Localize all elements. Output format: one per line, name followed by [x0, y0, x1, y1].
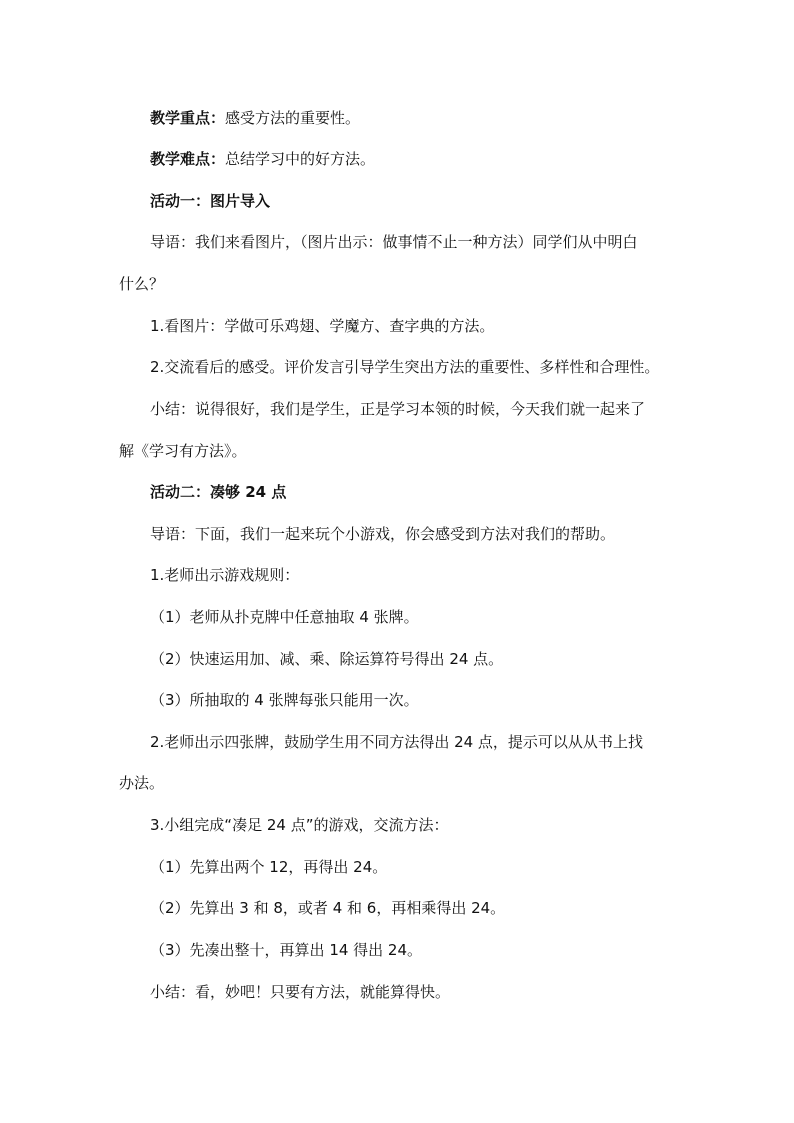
list-item: （1）先算出两个 12，再得出 24。	[150, 858, 388, 876]
list-item: 2.交流看后的感受。评价发言引导学生突出方法的重要性、多样性和合理性。	[150, 358, 660, 376]
teaching-focus-label: 教学重点：	[150, 109, 226, 127]
teaching-difficulty-line	[150, 149, 375, 169]
list-item: 1.老师出示游戏规则：	[150, 566, 300, 584]
list-item: 3.小组完成“凑足 24 点”的游戏，交流方法：	[150, 816, 449, 834]
paragraph-line: 什么？	[119, 275, 165, 293]
activity-one-heading: 活动一：图片导入	[150, 192, 271, 210]
list-item: （3）所抽取的 4 张牌每张只能用一次。	[150, 691, 419, 709]
paragraph-line: 导语：我们来看图片，（图片出示：做事情不止一种方法）同学们从中明白	[150, 233, 638, 251]
list-item: （3）先凑出整十，再算出 14 得出 24。	[150, 941, 423, 959]
list-item: （2）快速运用加、减、乘、除运算符号得出 24 点。	[150, 650, 504, 668]
summary-line: 小结：看，妙吧！只要有方法，就能算得快。	[150, 983, 451, 1001]
paragraph-line: 解《学习有方法》。	[119, 442, 247, 460]
list-item: 2.老师出示四张牌，鼓励学生用不同方法得出 24 点，提示可以从从书上找	[150, 733, 643, 751]
teaching-focus-text: 感受方法的重要性。	[225, 109, 361, 127]
teaching-difficulty-label: 教学难点：	[150, 150, 226, 168]
list-item: （1）老师从扑克牌中任意抽取 4 张牌。	[150, 608, 419, 626]
paragraph-line: 小结：说得很好，我们是学生，正是学习本领的时候，今天我们就一起来了	[150, 400, 646, 418]
paragraph-line: 导语：下面，我们一起来玩个小游戏，你会感受到方法对我们的帮助。	[150, 525, 616, 543]
list-item: 1.看图片：学做可乐鸡翅、学魔方、查字典的方法。	[150, 317, 495, 335]
teaching-focus-line	[150, 108, 360, 128]
activity-two-heading: 活动二：凑够 24 点	[150, 483, 287, 501]
paragraph-line: 办法。	[119, 774, 165, 792]
teaching-difficulty-text: 总结学习中的好方法。	[225, 150, 376, 168]
list-item: （2）先算出 3 和 8，或者 4 和 6，再相乘得出 24。	[150, 899, 506, 917]
